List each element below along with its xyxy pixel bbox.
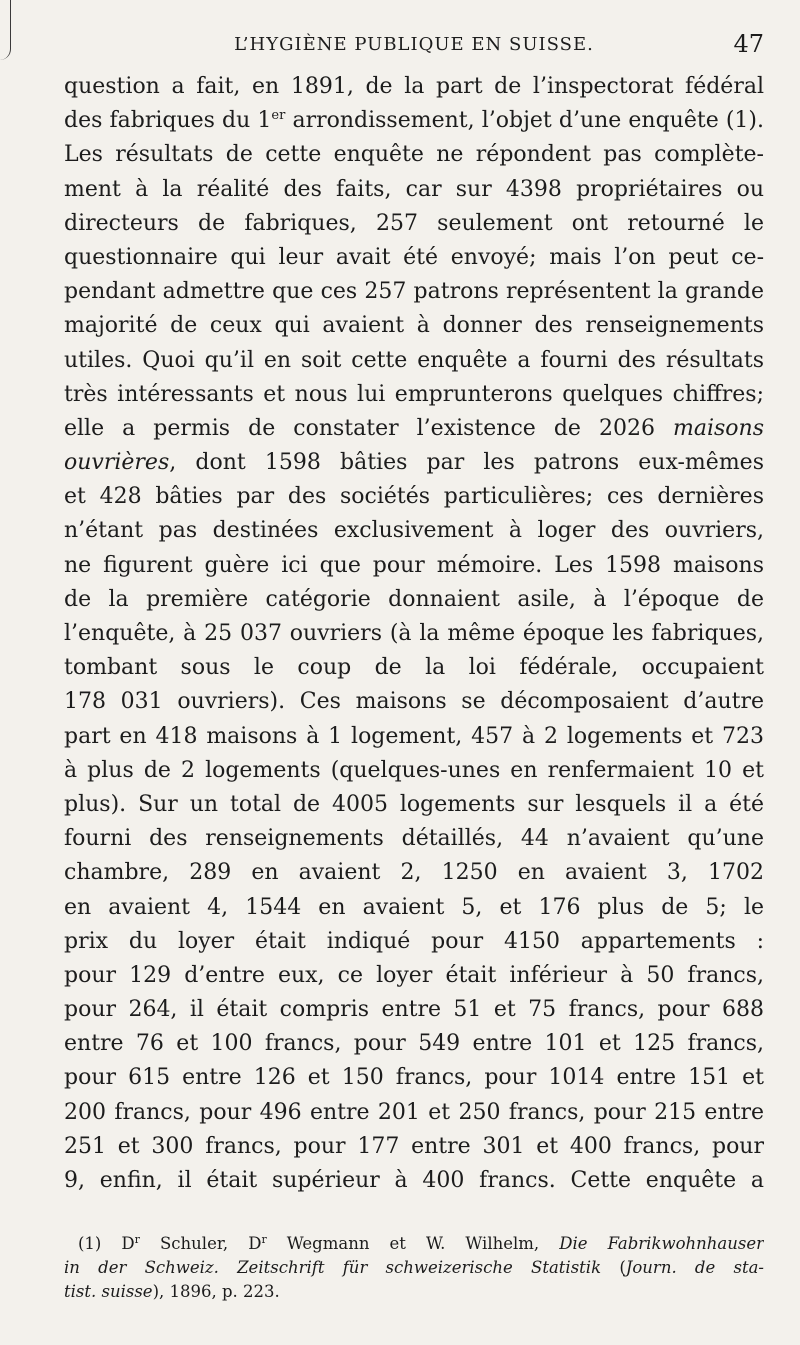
text-line-31: 200 francs, pour 496 entre 201 et 250 francs, pour 215 entre <box>64 1099 764 1125</box>
text-line-7: pendant admettre que ces 257 patrons représentent la grande <box>64 279 764 305</box>
text-line-13: et 428 bâties par des sociétés particulières; ces dernières <box>64 484 764 510</box>
running-header <box>64 28 764 68</box>
superscript: r <box>134 1233 140 1246</box>
text-segment: , dont 1598 bâties par les patrons eux-mêmes <box>169 450 764 476</box>
italic-title: Die Fabrikwohnhauser <box>559 1234 764 1253</box>
text-line-3: Les résultats de cette enquête ne répondent pas complète- <box>64 142 764 168</box>
footnote-line-2 <box>64 1256 764 1280</box>
text-line-23: fourni des renseignements détaillés, 44 n’avaient qu’une <box>64 826 764 852</box>
text-line-27: pour 129 d’entre eux, ce loyer était inférieur à 50 francs, <box>64 962 764 988</box>
text-line-11 <box>64 412 764 446</box>
text-segment: (1) D <box>78 1234 135 1253</box>
footnote-line-3 <box>64 1280 764 1304</box>
binding-edge-mark <box>0 0 11 60</box>
text-line-5: directeurs de fabriques, 257 seulement ont retourné le <box>64 210 764 236</box>
italic-title: in der Schweiz. Zeitschrift für schweizerische Statistik <box>64 1258 602 1277</box>
text-segment: ( <box>601 1258 626 1277</box>
text-line-33: 9, enfin, il était supérieur à 400 francs. Cette enquête a <box>64 1168 764 1193</box>
text-line-26: prix du loyer était indiqué pour 4150 appartements : <box>64 928 764 954</box>
footnote-line-1 <box>64 1232 764 1256</box>
text-line-6: questionnaire qui leur avait été envoyé; mais l’on peut ce- <box>64 244 764 270</box>
text-line-16: de la première catégorie donnaient asile, à l’époque de <box>64 586 764 612</box>
text-line-12 <box>64 446 764 480</box>
text-line-2 <box>64 104 764 138</box>
text-line-28: pour 264, il était compris entre 51 et 75 francs, pour 688 <box>64 997 764 1023</box>
text-line-18: tombant sous le coup de la loi fédérale, occupaient <box>64 655 764 681</box>
text-line-1: question a fait, en 1891, de la part de l’inspectorat fédéral <box>64 74 764 99</box>
text-line-10: très intéressants et nous lui emprunterons quelques chiffres; <box>64 381 764 407</box>
text-segment: Wegmann et W. Wilhelm, <box>266 1234 560 1253</box>
text-segment: elle a permis de constater l’existence de 2026 <box>64 415 673 441</box>
footnote <box>64 1232 764 1304</box>
text-line-20: part en 418 maisons à 1 logement, 457 à 2 logements et 723 <box>64 723 764 749</box>
text-line-29: entre 76 et 100 francs, pour 549 entre 101 et 125 francs, <box>64 1031 764 1057</box>
page-number: 47 <box>733 30 764 58</box>
italic-term: ouvrières <box>64 450 170 476</box>
text-segment: des fabriques du 1 <box>64 108 272 134</box>
text-line-9: utiles. Quoi qu’il en soit cette enquête a fourni des résultats <box>64 347 764 373</box>
italic-title: Journ. de sta- <box>625 1258 764 1277</box>
text-line-24: chambre, 289 en avaient 2, 1250 en avaient 3, 1702 <box>64 860 764 886</box>
text-line-15: ne figurent guère ici que pour mémoire. Les 1598 maisons <box>64 552 764 578</box>
ordinal-superscript: er <box>271 108 286 124</box>
text-line-14: n’étant pas destinées exclusivement à loger des ouvriers, <box>64 518 764 544</box>
text-line-4: ment à la réalité des faits, car sur 4398 propriétaires ou <box>64 176 764 202</box>
italic-title: tist. suisse <box>64 1282 153 1301</box>
text-line-21: à plus de 2 logements (quelques-unes en renfermaient 10 et <box>64 757 764 783</box>
superscript: r <box>261 1233 267 1246</box>
italic-term: maisons <box>672 415 764 441</box>
text-line-32: 251 et 300 francs, pour 177 entre 301 et 400 francs, pour <box>64 1133 764 1159</box>
text-segment: Schuler, D <box>139 1234 262 1253</box>
body-text <box>64 70 764 1198</box>
text-segment: ), 1896, p. 223. <box>152 1282 280 1301</box>
text-line-19: 178 031 ouvriers). Ces maisons se décomposaient d’autre <box>64 689 764 715</box>
text-line-22: plus). Sur un total de 4005 logements sur lesquels il a été <box>64 791 764 817</box>
text-line-8: majorité de ceux qui avaient à donner des renseignements <box>64 313 764 339</box>
text-line-30: pour 615 entre 126 et 150 francs, pour 1014 entre 151 et <box>64 1065 764 1091</box>
running-title: L’HYGIÈNE PUBLIQUE EN SUISSE. <box>234 34 594 55</box>
text-segment: arrondissement, l’objet d’une enquête (1). <box>285 108 764 134</box>
text-line-25: en avaient 4, 1544 en avaient 5, et 176 plus de 5; le <box>64 894 764 920</box>
text-line-17: l’enquête, à 25 037 ouvriers (à la même époque les fabriques, <box>64 621 764 646</box>
